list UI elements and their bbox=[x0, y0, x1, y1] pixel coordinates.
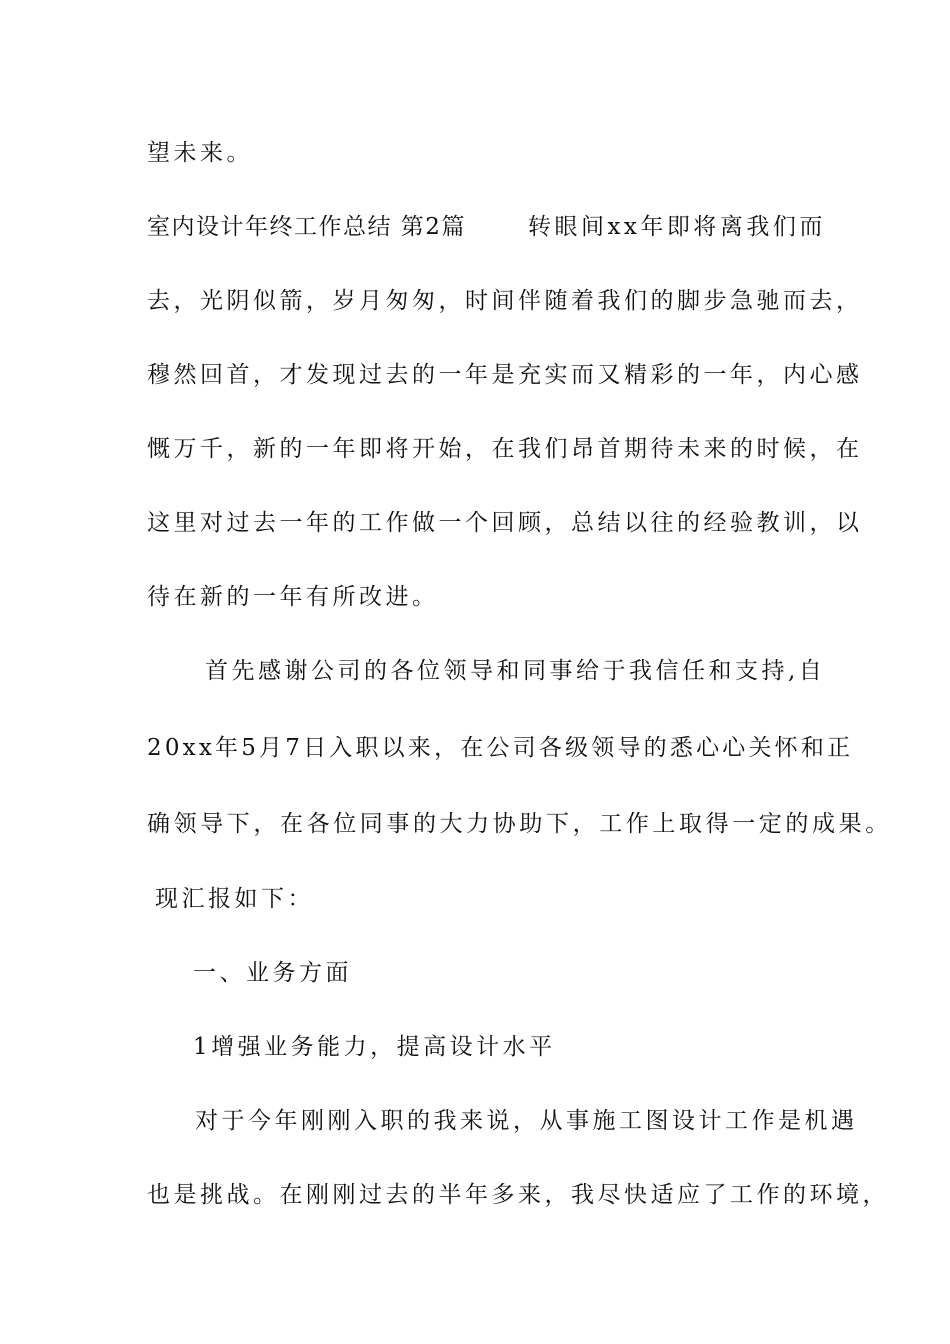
heading-line bbox=[147, 958, 873, 988]
text-segment: 转眼间xx年即将离我们而 bbox=[527, 214, 826, 240]
paragraph-start-line bbox=[147, 656, 885, 686]
text-line bbox=[147, 508, 863, 538]
text-segment: 20xx年5月7日入职以来，在公司各级领导的悉心心关怀和正 bbox=[147, 735, 854, 761]
text-segment: 待在新的一年有所改进。 bbox=[147, 584, 439, 610]
text-segment: 确领导下，在各位同事的大力协助下，工作上取得一定的成果。 bbox=[147, 811, 892, 837]
text-line bbox=[147, 434, 863, 464]
text-line bbox=[147, 1180, 889, 1210]
text-segment: 去，光阴似箭，岁月匆匆，时间伴随着我们的脚步急驰而去， bbox=[147, 288, 863, 314]
text-segment: 首先感谢公司的各位领导和同事给于我信任和支持,自 bbox=[205, 658, 826, 684]
text-line bbox=[147, 138, 827, 168]
paragraph-start-line bbox=[147, 1106, 875, 1136]
text-line bbox=[147, 286, 863, 316]
text-segment: 也是挑战。在刚刚过去的半年多来，我尽快适应了工作的环境， bbox=[147, 1182, 889, 1208]
subheading: 1增强业务能力，提高设计水平 bbox=[193, 1034, 556, 1060]
section-title: 室内设计年终工作总结 第2篇 bbox=[147, 214, 466, 240]
section-title-line bbox=[147, 212, 827, 242]
text-segment: 现汇报如下： bbox=[155, 886, 314, 912]
text-line bbox=[147, 582, 827, 612]
text-line bbox=[147, 884, 835, 914]
text-line bbox=[147, 360, 863, 390]
text-segment: 望未来。 bbox=[147, 140, 253, 166]
text-segment: 慨万千，新的一年即将开始，在我们昂首期待未来的时候，在 bbox=[147, 436, 863, 462]
text-segment: 对于今年刚刚入职的我来说，从事施工图设计工作是机遇 bbox=[195, 1108, 858, 1134]
subheading-line bbox=[147, 1032, 873, 1062]
text-line bbox=[147, 733, 854, 763]
text-segment: 这里对过去一年的工作做一个回顾，总结以往的经验教训，以 bbox=[147, 510, 863, 536]
text-segment: 穆然回首，才发现过去的一年是充实而又精彩的一年，内心感 bbox=[147, 362, 863, 388]
heading: 一、业务方面 bbox=[193, 960, 352, 986]
text-line bbox=[147, 809, 892, 839]
